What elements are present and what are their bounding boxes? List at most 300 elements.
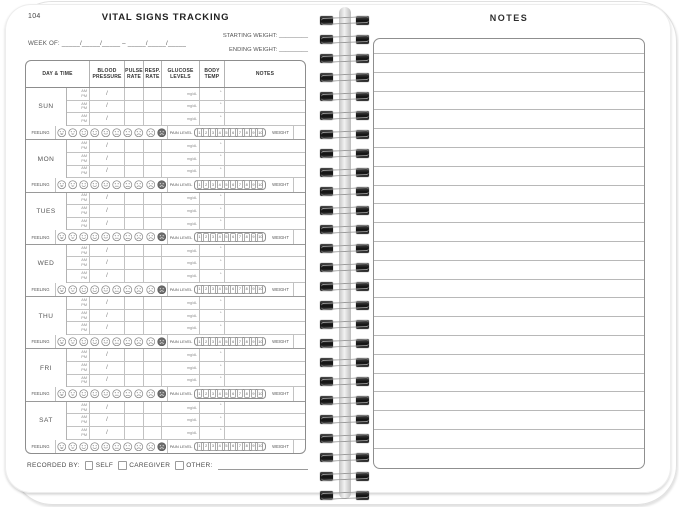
blood-pressure-cell: / — [90, 414, 125, 426]
notes-cell — [225, 140, 305, 152]
left-page-title: VITAL SIGNS TRACKING — [101, 12, 230, 23]
big-smile-face-icon — [79, 232, 89, 242]
blood-pressure-cell: / — [90, 310, 125, 322]
temp-unit: ° — [219, 141, 222, 147]
ruled-line — [374, 203, 644, 204]
body-temp-cell — [200, 113, 225, 125]
ampm-cell — [67, 414, 90, 426]
pain-level-box: 3 — [210, 389, 216, 398]
blood-pressure-cell: / — [90, 193, 125, 205]
notes-cell — [225, 322, 305, 334]
glucose-unit: mg/dL — [187, 365, 197, 370]
vitals-row — [67, 270, 305, 283]
pain-level-box: 8 — [244, 337, 250, 346]
glucose-unit: mg/dL — [187, 248, 197, 253]
temp-unit: ° — [219, 89, 222, 95]
feeling-label: FEELING — [26, 178, 56, 191]
temp-unit: ° — [219, 271, 222, 277]
smiling-face-icon — [90, 128, 100, 138]
blood-pressure-cell: / — [90, 427, 125, 439]
day-block-sun — [26, 88, 305, 140]
time-label: PM — [81, 106, 87, 111]
pain-level-box: 7 — [237, 180, 243, 189]
body-temp-cell — [200, 166, 225, 178]
pulse-rate-cell — [125, 166, 144, 178]
notes-cell — [225, 270, 305, 282]
body-temp-cell — [200, 310, 225, 322]
pain-level-box: 2 — [203, 389, 209, 398]
pain-level-box: 9 — [251, 285, 257, 294]
pain-level-box: 4 — [217, 285, 223, 294]
notes-cell — [225, 193, 305, 205]
glucose-cell — [162, 270, 200, 282]
pain-level-box: 3 — [210, 285, 216, 294]
laughing-face-icon — [57, 442, 67, 452]
glucose-cell — [162, 205, 200, 217]
temp-unit: ° — [219, 403, 222, 409]
glucose-cell — [162, 257, 200, 269]
pain-level-box: 3 — [210, 337, 216, 346]
pain-level-box: 8 — [244, 389, 250, 398]
pain-level-box: 3 — [210, 442, 216, 451]
grinning-face-icon — [68, 285, 78, 295]
blood-pressure-cell: / — [90, 218, 125, 230]
resp-rate-cell — [144, 140, 162, 152]
body-temp-cell — [200, 427, 225, 439]
recorded-by-option-caregiver — [118, 461, 170, 470]
big-smile-face-icon — [79, 337, 89, 347]
time-label: PM — [81, 420, 87, 425]
resp-rate-cell — [144, 88, 162, 100]
ruled-line — [374, 354, 644, 355]
pain-level-box: 5 — [224, 389, 230, 398]
ruled-line — [374, 72, 644, 73]
notes-cell — [225, 245, 305, 257]
glucose-cell — [162, 349, 200, 361]
resp-rate-cell — [144, 270, 162, 282]
resp-rate-cell — [144, 153, 162, 165]
pain-level-label: PAIN LEVEL — [169, 443, 193, 449]
vitals-row — [67, 349, 305, 362]
resp-rate-cell — [144, 193, 162, 205]
feeling-faces — [56, 283, 168, 296]
crying-face-dark-icon — [157, 285, 167, 295]
neutral-face-icon — [112, 442, 122, 452]
frowning-face-icon — [134, 180, 144, 190]
recorded-by-option-other — [175, 461, 212, 470]
pain-level-box: 3 — [210, 180, 216, 189]
blood-pressure-cell: / — [90, 349, 125, 361]
temp-unit: ° — [219, 246, 222, 252]
pain-level-box: 7 — [237, 389, 243, 398]
blood-pressure-cell: / — [90, 322, 125, 334]
glucose-cell — [162, 310, 200, 322]
slight-smile-face-icon — [101, 442, 111, 452]
day-label: FRI — [26, 349, 67, 387]
glucose-unit: mg/dL — [187, 117, 197, 122]
notes-cell — [225, 402, 305, 414]
temp-unit: ° — [219, 154, 222, 160]
pain-level-box: 6 — [230, 442, 236, 451]
ampm-cell — [67, 349, 90, 361]
resp-rate-cell — [144, 322, 162, 334]
resp-rate-cell — [144, 113, 162, 125]
time-label: PM — [81, 158, 87, 163]
ruled-line — [374, 260, 644, 261]
pulse-rate-cell — [125, 218, 144, 230]
pain-level-box: 8 — [244, 285, 250, 294]
sad-face-icon — [146, 389, 156, 399]
pain-level-box: 3 — [210, 128, 216, 137]
glucose-cell — [162, 402, 200, 414]
time-label: PM — [81, 119, 87, 124]
ending-weight-line — [200, 47, 308, 53]
blood-pressure-cell: / — [90, 205, 125, 217]
time-label: PM — [81, 93, 87, 98]
vitals-row — [67, 402, 305, 415]
vitals-row — [67, 193, 305, 206]
body-temp-cell — [200, 402, 225, 414]
pain-level-box: 5 — [224, 442, 230, 451]
big-smile-face-icon — [79, 389, 89, 399]
sad-face-icon — [146, 285, 156, 295]
glucose-cell — [162, 153, 200, 165]
ruled-line — [374, 429, 644, 430]
pulse-rate-cell — [125, 270, 144, 282]
glucose-unit: mg/dL — [187, 378, 197, 383]
time-label: AM — [81, 323, 87, 328]
time-label: PM — [81, 432, 87, 437]
header-cell-blood-pressure: BLOOD PRESSURE — [90, 61, 125, 87]
pain-level-box: 1 — [197, 233, 203, 242]
day-label: SUN — [26, 88, 67, 126]
vitals-table — [25, 60, 306, 454]
blood-pressure-cell: / — [90, 101, 125, 113]
notes-cell — [225, 218, 305, 230]
frowning-face-icon — [134, 389, 144, 399]
pain-level-box: 10 — [257, 285, 263, 294]
resp-rate-cell — [144, 349, 162, 361]
smiling-face-icon — [90, 442, 100, 452]
ruled-line — [374, 373, 644, 374]
grinning-face-icon — [68, 180, 78, 190]
grinning-face-icon — [68, 128, 78, 138]
day-block-tues — [26, 193, 305, 245]
blood-pressure-cell: / — [90, 402, 125, 414]
glucose-cell — [162, 113, 200, 125]
body-temp-cell — [200, 193, 225, 205]
smiling-face-icon — [90, 180, 100, 190]
neutral-face-icon — [112, 180, 122, 190]
blood-pressure-cell: / — [90, 166, 125, 178]
frowning-face-icon — [134, 232, 144, 242]
pain-level-box: 8 — [244, 442, 250, 451]
checkbox-icon — [118, 461, 127, 470]
week-of-line — [28, 40, 186, 47]
time-label: PM — [81, 223, 87, 228]
weight-label: WEIGHT — [268, 335, 294, 348]
glucose-cell — [162, 88, 200, 100]
recorded-by-label: RECORDED BY: — [27, 462, 80, 469]
slight-frown-face-icon — [123, 180, 133, 190]
weight-blank-cell — [294, 230, 305, 243]
time-label: PM — [81, 211, 87, 215]
body-temp-cell — [200, 414, 225, 426]
smiling-face-icon — [90, 232, 100, 242]
checkbox-icon — [85, 461, 94, 470]
pain-level-group — [194, 128, 266, 138]
slight-frown-face-icon — [123, 128, 133, 138]
feeling-faces — [56, 126, 168, 139]
ruled-line — [374, 297, 644, 298]
ampm-cell — [67, 218, 90, 230]
feeling-label: FEELING — [26, 440, 56, 453]
laughing-face-icon — [57, 389, 67, 399]
ampm-cell — [67, 322, 90, 334]
pain-level-label: PAIN LEVEL — [169, 286, 193, 292]
vitals-row — [67, 375, 305, 388]
pain-level-box: 6 — [230, 128, 236, 137]
pain-level-box: 10 — [257, 389, 263, 398]
body-temp-cell — [200, 205, 225, 217]
time-label: AM — [81, 114, 87, 119]
notes-cell — [225, 297, 305, 309]
time-label: PM — [81, 198, 87, 203]
body-temp-cell — [200, 88, 225, 100]
pain-level-box: 4 — [217, 180, 223, 189]
pain-level-box: 1 — [197, 180, 203, 189]
glucose-cell — [162, 414, 200, 426]
time-label: AM — [81, 101, 87, 106]
vitals-row — [67, 140, 305, 153]
glucose-unit: mg/dL — [187, 418, 197, 423]
glucose-unit: mg/dL — [187, 300, 197, 305]
neutral-face-icon — [112, 389, 122, 399]
laughing-face-icon — [57, 285, 67, 295]
temp-unit: ° — [219, 415, 222, 421]
header-cell-resp-rate: RESP. RATE — [144, 61, 162, 87]
ruled-line — [374, 109, 644, 110]
resp-rate-cell — [144, 402, 162, 414]
glucose-unit: mg/dL — [187, 353, 197, 358]
vitals-row — [67, 113, 305, 126]
frowning-face-icon — [134, 337, 144, 347]
resp-rate-cell — [144, 205, 162, 217]
resp-rate-cell — [144, 297, 162, 309]
temp-unit: ° — [219, 311, 222, 317]
temp-unit: ° — [219, 258, 222, 264]
ampm-cell — [67, 245, 90, 257]
blood-pressure-cell: / — [90, 88, 125, 100]
glucose-unit: mg/dL — [187, 91, 197, 96]
crying-face-dark-icon — [157, 337, 167, 347]
day-label: MON — [26, 140, 67, 178]
temp-unit: ° — [219, 298, 222, 304]
temp-unit: ° — [219, 194, 222, 200]
ampm-cell — [67, 257, 90, 269]
ruled-line — [374, 279, 644, 280]
ruled-line — [374, 335, 644, 336]
crying-face-dark-icon — [157, 442, 167, 452]
pain-level-box: 4 — [217, 389, 223, 398]
feeling-row — [26, 283, 305, 296]
day-block-mon — [26, 140, 305, 192]
day-label: SAT — [26, 402, 67, 440]
feeling-row — [26, 126, 305, 139]
glucose-cell — [162, 427, 200, 439]
vitals-row — [67, 310, 305, 323]
slight-smile-face-icon — [101, 337, 111, 347]
body-temp-cell — [200, 270, 225, 282]
ampm-cell — [67, 427, 90, 439]
glucose-cell — [162, 245, 200, 257]
resp-rate-cell — [144, 427, 162, 439]
feeling-row — [26, 178, 305, 191]
ruled-line — [374, 448, 644, 449]
recorded-by-blank-line — [218, 461, 308, 470]
vitals-header-row — [26, 61, 305, 88]
temp-unit: ° — [219, 323, 222, 329]
feeling-row — [26, 440, 305, 453]
glucose-unit: mg/dL — [187, 273, 197, 278]
recorded-by-option-self — [85, 461, 113, 470]
resp-rate-cell — [144, 362, 162, 374]
time-label: AM — [81, 427, 87, 432]
body-temp-cell — [200, 153, 225, 165]
ampm-cell — [67, 101, 90, 113]
pain-level-box: 4 — [217, 128, 223, 137]
time-label: PM — [81, 250, 87, 255]
weight-blank-cell — [294, 126, 305, 139]
laughing-face-icon — [57, 128, 67, 138]
vitals-row — [67, 297, 305, 310]
time-label: PM — [81, 367, 87, 372]
glucose-unit: mg/dL — [187, 221, 197, 226]
neutral-face-icon — [112, 285, 122, 295]
big-smile-face-icon — [79, 285, 89, 295]
weight-blank-cell — [294, 387, 305, 400]
weight-blank-cell — [294, 335, 305, 348]
pain-level-box: 4 — [217, 233, 223, 242]
blood-pressure-cell: / — [90, 245, 125, 257]
time-label: AM — [81, 270, 87, 275]
ampm-cell — [67, 153, 90, 165]
glucose-cell — [162, 101, 200, 113]
body-temp-cell — [200, 375, 225, 387]
notes-cell — [225, 205, 305, 217]
pain-level-box: 9 — [251, 442, 257, 451]
temp-unit: ° — [219, 428, 222, 434]
pulse-rate-cell — [125, 153, 144, 165]
notes-cell — [225, 375, 305, 387]
pain-level-box: 2 — [203, 233, 209, 242]
ampm-cell — [67, 88, 90, 100]
pain-level-scale — [194, 126, 268, 139]
sad-face-icon — [146, 232, 156, 242]
pain-level-box: 4 — [217, 442, 223, 451]
time-label: PM — [81, 315, 87, 320]
notes-cell — [225, 101, 305, 113]
ruled-line — [374, 391, 644, 392]
recorded-by-option-label: OTHER: — [186, 462, 213, 469]
pulse-rate-cell — [125, 257, 144, 269]
pain-level-box: 7 — [237, 285, 243, 294]
ampm-cell — [67, 297, 90, 309]
slight-frown-face-icon — [123, 442, 133, 452]
pain-level-box: 2 — [203, 128, 209, 137]
blood-pressure-cell: / — [90, 297, 125, 309]
pain-level-box: 4 — [217, 337, 223, 346]
vitals-row — [67, 414, 305, 427]
pain-level-label: PAIN LEVEL — [169, 182, 193, 188]
time-label: AM — [81, 362, 87, 367]
vitals-row — [67, 362, 305, 375]
pain-level-scale — [194, 178, 268, 191]
glucose-unit: mg/dL — [187, 261, 197, 266]
ampm-cell — [67, 205, 90, 217]
body-temp-cell — [200, 297, 225, 309]
pain-level-box: 1 — [197, 285, 203, 294]
ampm-cell — [67, 375, 90, 387]
ruled-line — [374, 53, 644, 54]
laughing-face-icon — [57, 232, 67, 242]
time-label: PM — [81, 407, 87, 412]
recorded-by-option-label: CAREGIVER — [129, 462, 171, 469]
resp-rate-cell — [144, 218, 162, 230]
notes-cell — [225, 113, 305, 125]
ampm-cell — [67, 113, 90, 125]
slight-frown-face-icon — [123, 337, 133, 347]
slight-smile-face-icon — [101, 285, 111, 295]
pain-level-label: PAIN LEVEL — [169, 130, 193, 136]
weight-label: WEIGHT — [268, 230, 294, 243]
glucose-unit: mg/dL — [187, 326, 197, 331]
resp-rate-cell — [144, 245, 162, 257]
pain-level-box: 6 — [230, 285, 236, 294]
checkbox-icon — [175, 461, 184, 470]
slight-smile-face-icon — [101, 389, 111, 399]
ruled-line — [374, 128, 644, 129]
crying-face-dark-icon — [157, 232, 167, 242]
feeling-faces — [56, 178, 168, 191]
ruled-line — [374, 166, 644, 167]
grinning-face-icon — [68, 442, 78, 452]
sad-face-icon — [146, 337, 156, 347]
pulse-rate-cell — [125, 297, 144, 309]
big-smile-face-icon — [79, 128, 89, 138]
slight-smile-face-icon — [101, 232, 111, 242]
pain-level-label: PAIN LEVEL — [169, 339, 193, 345]
pain-level-scale — [194, 440, 268, 453]
pulse-rate-cell — [125, 427, 144, 439]
time-label: PM — [81, 263, 87, 268]
pain-level-box: 3 — [210, 233, 216, 242]
pain-level-box: 9 — [251, 389, 257, 398]
crying-face-dark-icon — [157, 389, 167, 399]
vitals-row — [67, 322, 305, 335]
notes-cell — [225, 362, 305, 374]
body-temp-cell — [200, 140, 225, 152]
blood-pressure-cell: / — [90, 153, 125, 165]
time-label: AM — [81, 193, 87, 198]
neutral-face-icon — [112, 128, 122, 138]
temp-unit: ° — [219, 350, 222, 356]
header-cell-notes: NOTES — [255, 70, 275, 77]
feeling-faces — [56, 440, 168, 453]
neutral-face-icon — [112, 232, 122, 242]
pain-level-group — [194, 232, 266, 242]
body-temp-cell — [200, 245, 225, 257]
